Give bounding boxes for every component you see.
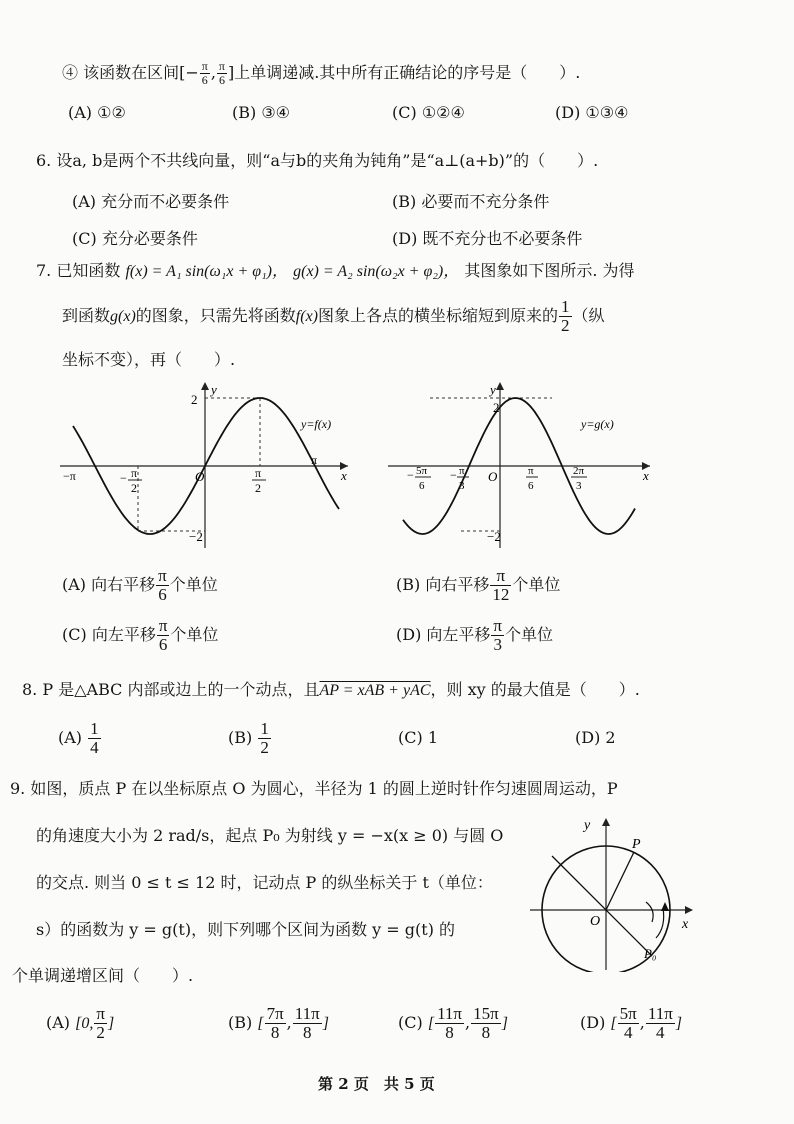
q9-line-3: 的交点. 则当 0 ≤ t ≤ 12 时，记动点 P 的纵坐标关于 t（单位： bbox=[36, 873, 493, 892]
q7-c-den: 6 bbox=[158, 634, 168, 654]
q5-den-b: 6 bbox=[218, 73, 225, 87]
q5-option-d: (D) ①③④ bbox=[555, 103, 629, 122]
graph-f-curve-label: y=f(x) bbox=[301, 417, 332, 431]
q9-arc-arrow bbox=[646, 902, 653, 922]
q9-origin-label: O bbox=[590, 914, 601, 929]
graph-g-y-label: y bbox=[490, 382, 496, 397]
graph-f-min: −2 bbox=[189, 529, 203, 544]
q8-number: 8. bbox=[22, 680, 38, 699]
q9-c-num2: 15π bbox=[473, 1004, 499, 1023]
q9-y-arrow bbox=[602, 818, 610, 826]
q7-l2-gx: g(x) bbox=[110, 307, 136, 325]
q7-b-frac bbox=[490, 567, 511, 604]
q8-option-d bbox=[575, 728, 616, 747]
q5-pi-a: π bbox=[201, 59, 208, 74]
q7-b-label: (B) 向右平移 bbox=[396, 574, 490, 594]
q5-statement-4 bbox=[62, 60, 580, 87]
q8-b-den: 2 bbox=[260, 737, 269, 757]
graph-g-t2-den: 3 bbox=[459, 480, 465, 492]
q7-l1-b: 其图象如下图所示. 为得 bbox=[464, 261, 635, 280]
q7-l2-c: 图象上各点的横坐标缩短到原来的 bbox=[318, 305, 559, 325]
q9-radius-p bbox=[606, 852, 634, 910]
graph-g-t1-sign: − bbox=[407, 468, 414, 482]
q6-option-c: (C) 充分必要条件 bbox=[72, 229, 198, 248]
graph-f-neg-half-den: 2 bbox=[131, 481, 137, 495]
q9-d-den: 4 bbox=[623, 1022, 633, 1042]
q7-c-unit: 个单位 bbox=[170, 624, 219, 644]
q7-l1-f: f(x) = A₁ sin(ω₁x + φ₁)， bbox=[125, 263, 289, 280]
q7-half-num: 1 bbox=[561, 297, 570, 316]
q9-b-den2: 8 bbox=[302, 1022, 312, 1042]
q5-den-a: 6 bbox=[201, 73, 208, 87]
q8-d-value: 2 bbox=[605, 728, 616, 747]
q9-a-den: 2 bbox=[96, 1022, 105, 1042]
graph-g-t1-den: 6 bbox=[419, 480, 425, 492]
q7-option-a bbox=[62, 567, 218, 604]
q7-half bbox=[559, 298, 572, 335]
q8-c-label: (C) bbox=[398, 728, 423, 747]
q5-stmt4-prefix: ④ 该函数在区间[− bbox=[62, 63, 199, 82]
q9-d-frac2 bbox=[646, 1005, 675, 1042]
q9-option-d bbox=[580, 1005, 682, 1042]
q9-d-open: [ bbox=[610, 1014, 617, 1032]
q7-d-den: 3 bbox=[493, 634, 502, 654]
q9-d-num: 5π bbox=[619, 1004, 637, 1023]
q5-option-a: (A) ①② bbox=[68, 103, 126, 122]
q9-option-b bbox=[228, 1005, 329, 1042]
q5-comma: , bbox=[210, 63, 216, 82]
graph-g-t4-num: 2π bbox=[573, 465, 585, 477]
graph-f-max: 2 bbox=[191, 392, 198, 407]
q9-b-frac2 bbox=[293, 1005, 322, 1042]
q7-option-d bbox=[396, 617, 553, 654]
q9-rotation-arrowhead bbox=[661, 902, 669, 911]
q8-b-num: 1 bbox=[260, 719, 269, 738]
q7-d-frac bbox=[491, 617, 504, 654]
q5-interval-left bbox=[200, 60, 210, 86]
q7-a-num: π bbox=[158, 566, 167, 585]
graph-f-y-label: y bbox=[211, 382, 217, 397]
graph-f-half-num: π bbox=[255, 466, 262, 480]
q7-d-num: π bbox=[493, 616, 502, 635]
q9-p0-label: P₀ bbox=[644, 946, 657, 961]
q8-a-num: 1 bbox=[90, 719, 99, 738]
graph-g-t2-sign: − bbox=[450, 468, 457, 482]
graph-g-origin: O bbox=[488, 469, 498, 484]
graph-f-neg-pi: −π bbox=[63, 469, 76, 483]
graph-g-max: 2 bbox=[493, 400, 500, 415]
graph-g-x-label: x bbox=[643, 468, 649, 483]
q6-stem: 6. 设a, b是两个不共线向量，则“a与b的夹角为钝角”是“a⊥(a+b)”的（ ）. bbox=[36, 151, 599, 170]
q7-l2-fx: f(x) bbox=[295, 307, 318, 325]
q9-d-den2: 4 bbox=[656, 1022, 665, 1042]
q7-l2-b: 的图象，只需先将函数 bbox=[135, 305, 296, 325]
q8-stem-b: P 是△ABC 内部或边上的一个动点，且 bbox=[42, 680, 320, 699]
q9-x-arrow bbox=[685, 906, 693, 914]
q9-b-close: ] bbox=[322, 1014, 329, 1032]
q8-a-label: (A) bbox=[58, 727, 83, 747]
q9-a-close: ] bbox=[107, 1014, 115, 1032]
graph-g-y-arrow bbox=[496, 382, 504, 390]
q7-l1-g: g(x) = A₂ sin(ω₂x + φ₂)， bbox=[293, 263, 460, 280]
q7-l1-a: 7. 已知函数 bbox=[36, 261, 121, 280]
q9-option-a bbox=[46, 1005, 114, 1042]
q9-line-4: s）的函数为 y = g(t)，则下列哪个区间为函数 y = g(t) 的 bbox=[36, 920, 456, 939]
q8-b-label: (B) bbox=[228, 727, 253, 747]
page-footer: 第 2 页 共 5 页 bbox=[318, 1075, 435, 1093]
q9-option-c bbox=[398, 1005, 508, 1042]
q9-line-1: 9. 如图，质点 P 在以坐标原点 O 为圆心，半径为 1 的圆上逆时针作匀速圆周运动，P bbox=[10, 779, 618, 798]
q9-c-label: (C) bbox=[398, 1012, 423, 1032]
q9-a-num: π bbox=[96, 1004, 105, 1023]
q8-a-frac bbox=[88, 720, 101, 757]
q9-x-label: x bbox=[682, 917, 689, 932]
graph-f bbox=[55, 378, 355, 553]
q9-line-5: 个单调递增区间（ ）. bbox=[12, 966, 194, 985]
q9-y-label: y bbox=[584, 818, 591, 833]
graph-g-t3-num: π bbox=[528, 465, 534, 477]
q9-b-label: (B) bbox=[228, 1012, 253, 1032]
q9-b-frac1 bbox=[265, 1005, 286, 1042]
graph-g-t1-num: 5π bbox=[416, 465, 428, 477]
q9-a-frac bbox=[94, 1005, 107, 1042]
graph-g bbox=[385, 378, 660, 553]
q5-stmt4-suffix: ]上单调递减.其中所有正确结论的序号是（ ）. bbox=[227, 63, 581, 82]
q9-p-label: P bbox=[632, 837, 641, 852]
q9-d-frac1 bbox=[618, 1005, 639, 1042]
q7-a-den: 6 bbox=[158, 584, 167, 604]
q6-option-a: (A) 充分而不必要条件 bbox=[72, 192, 230, 211]
graph-f-pi: π bbox=[311, 453, 318, 467]
q8-stem-c: ，则 xy 的最大值是（ ）. bbox=[430, 680, 640, 699]
q7-line-2 bbox=[62, 298, 605, 335]
q7-c-label: (C) 向左平移 bbox=[62, 624, 156, 644]
q9-a-open: [0, bbox=[75, 1014, 94, 1032]
q9-c-frac2 bbox=[471, 1005, 501, 1042]
q7-option-b bbox=[396, 567, 560, 604]
graph-g-t2-num: π bbox=[459, 465, 465, 477]
q7-line-3: 坐标不变），再（ ）. bbox=[62, 350, 236, 369]
graph-f-neg-half-sign: − bbox=[120, 471, 127, 485]
q9-ray bbox=[552, 856, 652, 956]
graph-g-min: −2 bbox=[487, 529, 501, 544]
q7-d-unit: 个单位 bbox=[505, 624, 554, 644]
q5-option-c: (C) ①②④ bbox=[392, 103, 465, 122]
graph-f-half-den: 2 bbox=[255, 481, 261, 495]
q8-vector-eq: AP = xAB + yAC bbox=[319, 682, 431, 699]
q6-option-b: (B) 必要而不充分条件 bbox=[392, 192, 550, 211]
q7-half-den: 2 bbox=[561, 315, 570, 335]
q7-c-num: π bbox=[158, 616, 168, 635]
q7-line-1 bbox=[36, 258, 635, 281]
q9-b-mid: , bbox=[286, 1012, 292, 1032]
q8-option-c bbox=[398, 728, 438, 747]
q7-a-frac bbox=[156, 567, 169, 604]
q8-c-value: 1 bbox=[427, 728, 439, 747]
graph-f-y-arrow bbox=[201, 382, 209, 390]
q8-b-frac bbox=[258, 720, 271, 757]
q8-option-a bbox=[58, 720, 102, 757]
q7-c-frac bbox=[157, 617, 170, 654]
q7-d-label: (D) 向左平移 bbox=[396, 624, 491, 644]
graph-g-t4-den: 3 bbox=[576, 480, 582, 492]
graph-f-neg-half-num: π bbox=[131, 466, 138, 480]
q7-a-label: (A) 向右平移 bbox=[62, 574, 156, 594]
q8-d-label: (D) bbox=[575, 728, 601, 747]
q9-c-num: 11π bbox=[437, 1004, 463, 1023]
q9-c-den: 8 bbox=[445, 1022, 454, 1042]
q8-a-den: 4 bbox=[90, 737, 99, 757]
graph-f-x-label: x bbox=[341, 468, 347, 483]
q7-b-unit: 个单位 bbox=[512, 574, 561, 594]
q7-b-den: 12 bbox=[492, 584, 510, 604]
q5-interval-right: $\frac{\pi}{6}$ bbox=[218, 59, 225, 87]
q6-option-d: (D) 既不充分也不必要条件 bbox=[392, 229, 583, 248]
q9-circle-figure bbox=[528, 812, 698, 972]
q7-l2-d: （纵 bbox=[572, 305, 605, 325]
q9-c-close: ] bbox=[501, 1014, 508, 1032]
q9-c-frac1 bbox=[435, 1005, 464, 1042]
q9-d-num2: 11π bbox=[647, 1004, 673, 1023]
q9-c-open: [ bbox=[427, 1014, 435, 1032]
q7-a-unit: 个单位 bbox=[169, 574, 218, 594]
graph-g-curve-label: y=g(x) bbox=[581, 417, 614, 431]
q9-line-2: 的角速度大小为 2 rad/s，起点 P₀ 为射线 y = −x(x ≥ 0) 与圆 O bbox=[36, 826, 504, 845]
q9-a-label: (A) bbox=[46, 1012, 71, 1032]
q7-l2-a: 到函数 bbox=[62, 305, 111, 325]
q8-option-b bbox=[228, 720, 272, 757]
q9-d-label: (D) bbox=[580, 1012, 606, 1032]
q9-d-mid: , bbox=[639, 1012, 645, 1032]
q9-b-num: 7π bbox=[266, 1004, 284, 1023]
graph-f-origin: O bbox=[195, 469, 205, 484]
q7-b-num: π bbox=[490, 567, 511, 586]
q9-b-open: [ bbox=[257, 1014, 264, 1032]
q9-c-mid: , bbox=[465, 1012, 471, 1032]
q9-b-num2: 11π bbox=[294, 1004, 320, 1023]
graph-g-t3-den: 6 bbox=[528, 480, 534, 492]
q9-rotation-arrow bbox=[656, 908, 664, 938]
q9-d-close: ] bbox=[675, 1014, 683, 1032]
q5-option-b: (B) ③④ bbox=[232, 103, 291, 122]
q9-c-den2: 8 bbox=[481, 1022, 491, 1042]
q7-option-c bbox=[62, 617, 218, 654]
q9-b-den: 8 bbox=[270, 1022, 280, 1042]
q8-stem bbox=[22, 677, 640, 700]
